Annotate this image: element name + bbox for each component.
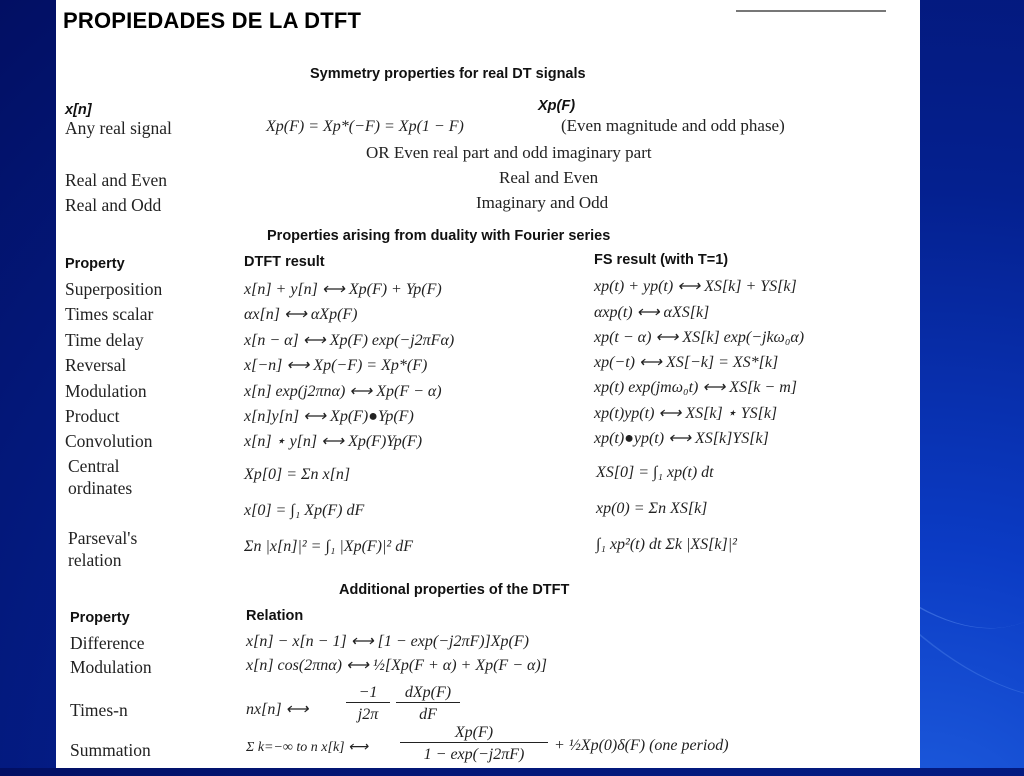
symmetry-row-eq: OR Even real part and odd imaginary part xyxy=(366,143,652,162)
summation-label: Summation xyxy=(70,740,151,760)
symmetry-row-eq: Real and Even xyxy=(499,168,599,187)
duality-row-dtft: x[n] ⋆ y[n] ⟷ Xp(F)Yp(F) xyxy=(244,433,423,450)
additional-heading: Additional properties of the DTFT xyxy=(339,582,570,598)
document-page xyxy=(56,0,920,768)
central-fs-1: XS[0] = ∫₁ xp(t) dt xyxy=(596,464,714,481)
duality-row-label: Reversal xyxy=(65,355,127,375)
parseval-label-1: Parseval's xyxy=(68,528,138,548)
additional-row-label: Modulation xyxy=(70,657,152,677)
times-n-frac2-num: dXp(F) xyxy=(396,684,460,703)
symmetry-row-label: Any real signal xyxy=(65,118,172,138)
symmetry-row-note: (Even magnitude and odd phase) xyxy=(561,116,785,135)
duality-row-fs: αxp(t) ⟷ αXS[k] xyxy=(594,304,710,321)
duality-row-label: Times scalar xyxy=(65,304,154,324)
duality-col-fs: FS result (with T=1) xyxy=(594,252,729,268)
symmetry-col-transform: Xp(F) xyxy=(538,98,576,114)
times-n-frac2-den: dF xyxy=(419,706,437,723)
central-label-1: Central xyxy=(68,456,120,476)
duality-row-label: Time delay xyxy=(65,330,144,350)
parseval-fs: ∫₁ xp²(t) dt Σk |XS[k]|² xyxy=(596,536,737,553)
additional-row-label: Difference xyxy=(70,633,145,653)
central-label-2: ordinates xyxy=(68,478,133,498)
duality-row-fs: xp(−t) ⟷ XS[−k] = XS*[k] xyxy=(594,354,779,371)
times-n-frac1-den: j2π xyxy=(357,706,379,723)
parseval-dtft: Σn |x[n]|² = ∫₁ |Xp(F)|² dF xyxy=(244,538,413,555)
summation-frac-num: Xp(F) xyxy=(400,724,548,743)
duality-row-label: Superposition xyxy=(65,279,163,299)
duality-row-fs: xp(t)yp(t) ⟷ XS[k] ⋆ YS[k] xyxy=(594,405,778,422)
symmetry-col-signal: x[n] xyxy=(65,102,92,118)
symmetry-row-label: Real and Odd xyxy=(65,195,162,215)
central-fs-2: xp(0) = Σn XS[k] xyxy=(596,500,708,517)
additional-col-property: Property xyxy=(70,610,130,626)
duality-col-property: Property xyxy=(65,256,125,272)
central-dtft-1: Xp[0] = Σn x[n] xyxy=(244,466,351,483)
duality-row-fs: xp(t) exp(jmω₀t) ⟷ XS[k − m] xyxy=(594,379,797,396)
symmetry-heading: Symmetry properties for real DT signals xyxy=(310,66,586,82)
summation-frac-den: 1 − exp(−j2πF) xyxy=(423,746,525,763)
times-n-frac1-num: −1 xyxy=(346,684,390,703)
duality-row-dtft: x[n − α] ⟷ Xp(F) exp(−j2πFα) xyxy=(244,332,455,349)
parseval-label-2: relation xyxy=(68,550,122,570)
additional-row-eq: x[n] − x[n − 1] ⟷ [1 − exp(−j2πF)]Xp(F) xyxy=(246,633,529,650)
duality-row-dtft: x[n] exp(j2πnα) ⟷ Xp(F − α) xyxy=(244,383,442,400)
top-rule xyxy=(736,10,886,12)
duality-row-label: Convolution xyxy=(65,431,153,451)
symmetry-row-label: Real and Even xyxy=(65,170,168,190)
additional-row-eq: x[n] cos(2πnα) ⟷ ½[Xp(F + α) + Xp(F − α)] xyxy=(246,657,547,674)
duality-row-fs: xp(t) + yp(t) ⟷ XS[k] + YS[k] xyxy=(594,278,797,295)
times-n-label: Times-n xyxy=(70,700,128,720)
page-title: PROPIEDADES DE LA DTFT xyxy=(63,8,362,33)
duality-row-dtft: x[−n] ⟷ Xp(−F) = Xp*(F) xyxy=(244,357,428,374)
duality-row-dtft: αx[n] ⟷ αXp(F) xyxy=(244,306,358,323)
duality-row-fs: xp(t)●yp(t) ⟷ XS[k]YS[k] xyxy=(594,430,769,447)
duality-row-label: Modulation xyxy=(65,381,147,401)
times-n-lhs: nx[n] ⟷ xyxy=(246,701,309,718)
duality-row-fs: xp(t − α) ⟷ XS[k] exp(−jkω₀α) xyxy=(594,329,805,346)
summation-lhs: Σ k=−∞ to n x[k] ⟷ xyxy=(246,740,369,755)
additional-col-relation: Relation xyxy=(246,608,304,624)
summation-rhs: + ½Xp(0)δ(F) (one period) xyxy=(554,737,729,754)
duality-row-dtft: x[n]y[n] ⟷ Xp(F)●Yp(F) xyxy=(244,408,414,425)
central-dtft-2: x[0] = ∫₁ Xp(F) dF xyxy=(244,502,365,519)
duality-row-label: Product xyxy=(65,406,120,426)
duality-heading: Properties arising from duality with Fourier series xyxy=(267,228,611,244)
symmetry-row-eq: Imaginary and Odd xyxy=(476,193,609,212)
duality-col-dtft: DTFT result xyxy=(244,254,325,270)
duality-row-dtft: x[n] + y[n] ⟷ Xp(F) + Yp(F) xyxy=(244,281,442,298)
symmetry-row-eq: Xp(F) = Xp*(−F) = Xp(1 − F) xyxy=(266,118,464,135)
